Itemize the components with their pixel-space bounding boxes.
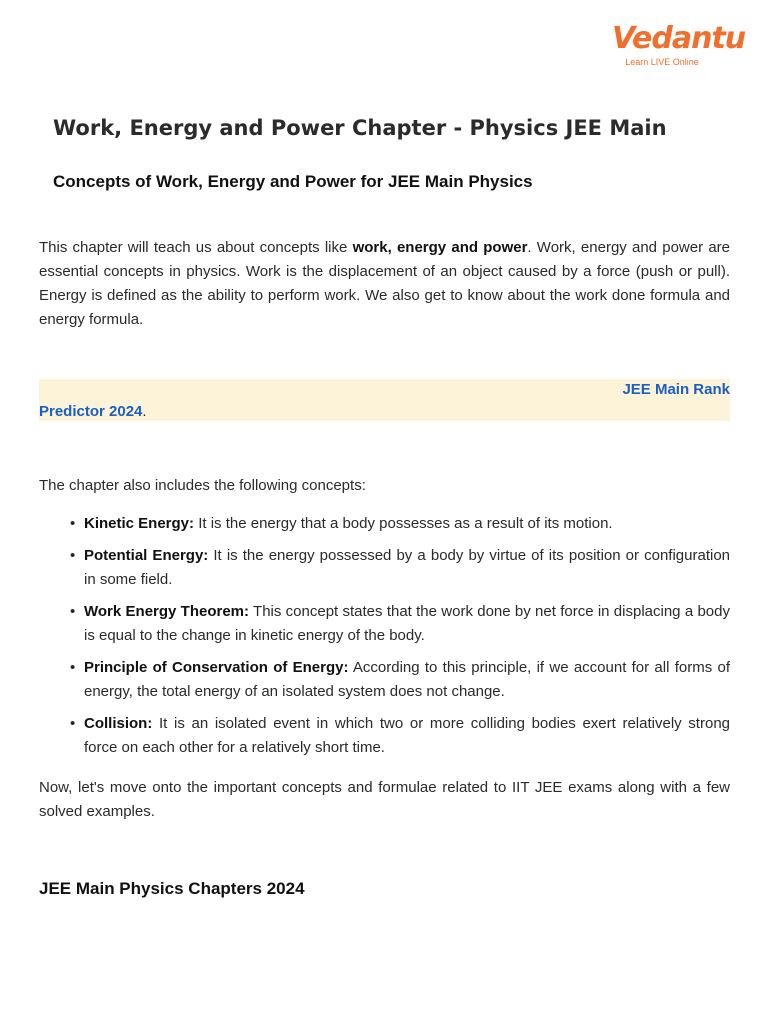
- concept-term: Work Energy Theorem:: [84, 603, 250, 620]
- bullet-glyph: •: [70, 547, 76, 564]
- bullet-glyph: •: [70, 603, 76, 620]
- page-title: Work, Energy and Power Chapter - Physics JEE Main: [53, 116, 667, 140]
- rank-predictor-banner: [39, 379, 730, 421]
- intro-bold: work, energy and power: [352, 239, 528, 256]
- list-item: [70, 600, 730, 648]
- concept-desc: According to this principle, if we account for all forms of energy, the total energy of an isolated system does not change.: [84, 659, 730, 700]
- rank-predictor-link-line1[interactable]: JEE Main Rank: [622, 381, 730, 398]
- section-subtitle: Concepts of Work, Energy and Power for JEE Main Physics: [53, 172, 533, 191]
- concept-term: Collision:: [84, 715, 153, 732]
- concepts-list: [70, 512, 730, 768]
- list-item: [70, 512, 730, 536]
- banner-period: .: [142, 403, 147, 420]
- concept-desc: It is the energy possessed by a body by virtue of its position or configuration in some field.: [84, 547, 731, 588]
- concept-term: Kinetic Energy:: [84, 515, 195, 532]
- concept-desc: It is an isolated event in which two or more colliding bodies exert relatively strong force on each other for a relatively short time.: [84, 715, 730, 756]
- list-item: [70, 712, 730, 760]
- bullet-glyph: •: [70, 659, 76, 676]
- rank-predictor-link-part2[interactable]: Predictor 2024: [39, 403, 143, 420]
- intro-paragraph: [39, 236, 730, 332]
- logo-tagline: Learn LIVE Online: [625, 57, 699, 67]
- rank-predictor-link-line2: [39, 403, 147, 420]
- concept-desc: It is the energy that a body possesses as a result of its motion.: [194, 515, 613, 532]
- concept-term: Principle of Conservation of Energy:: [84, 659, 349, 676]
- logo-wordmark: Vedantu: [612, 21, 746, 56]
- bullet-glyph: •: [70, 715, 76, 732]
- outro-paragraph: Now, let's move onto the important concepts and formulae related to IIT JEE exams along with a few solved examples.: [39, 779, 730, 820]
- concept-term: Potential Energy:: [84, 547, 209, 564]
- intro-text-a: This chapter will teach us about concepts like: [39, 239, 353, 256]
- list-item: [70, 544, 730, 592]
- concept-desc: This concept states that the work done by net force in displacing a body is equal to the change in kinetic energy of the body.: [84, 603, 730, 644]
- concepts-intro: The chapter also includes the following concepts:: [39, 477, 366, 494]
- vedantu-logo[interactable]: [612, 21, 746, 67]
- list-item: [70, 656, 730, 704]
- intro-text-b: . Work, energy and power are essential concepts in physics. Work is the displacement of an object caused by a force (push or pull). Energy is defined as the ability to perform work. We also get to know about the work done formula and energy formula.: [39, 239, 730, 328]
- chapters-heading: JEE Main Physics Chapters 2024: [39, 879, 305, 898]
- bullet-glyph: •: [70, 515, 76, 532]
